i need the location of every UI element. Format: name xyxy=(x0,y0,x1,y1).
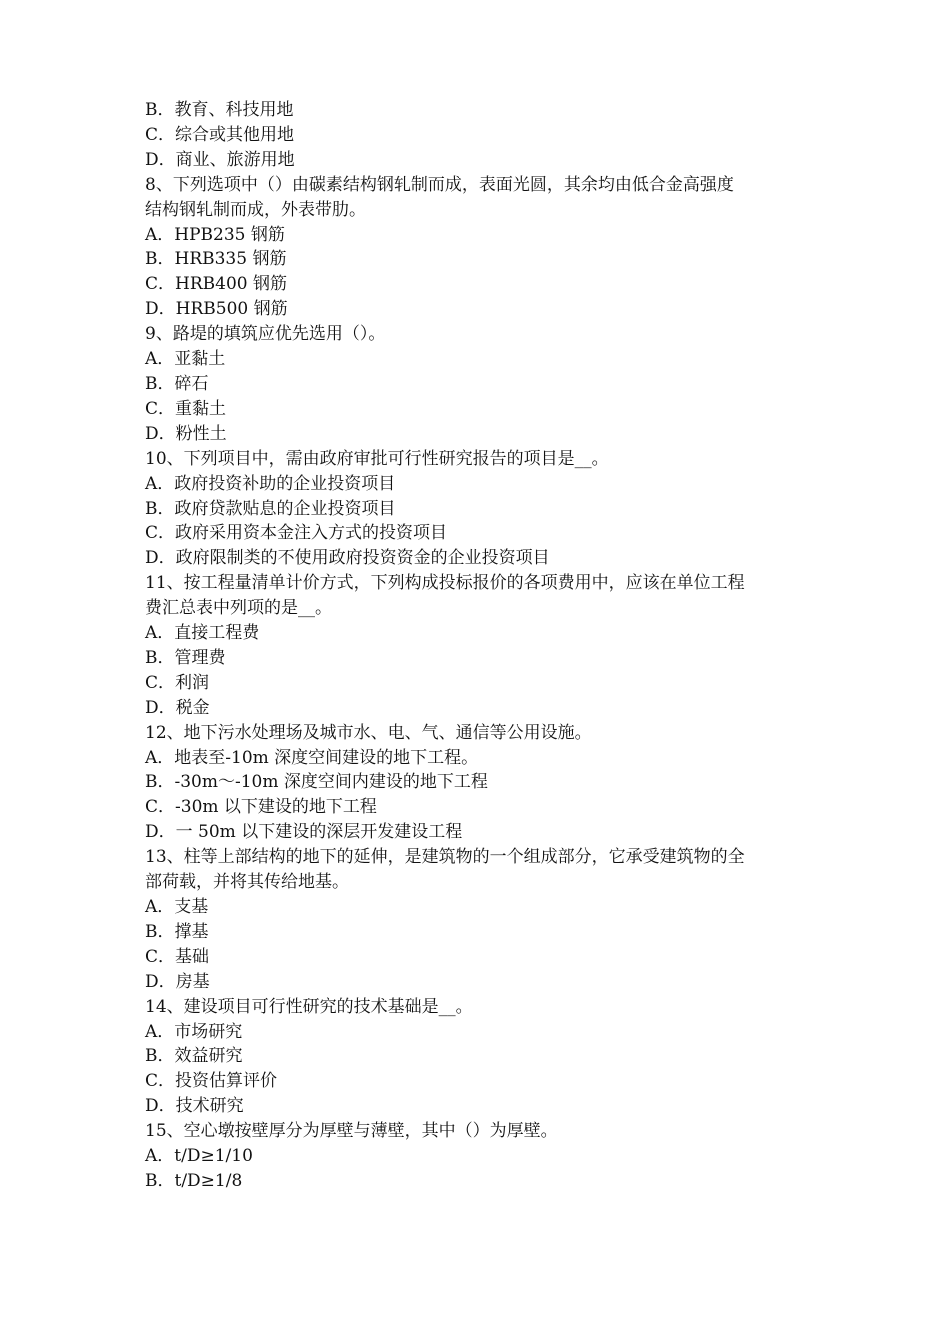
text-line: 费汇总表中列项的是__。 xyxy=(145,598,332,619)
text-line: A．HPB235 钢筋 xyxy=(145,224,285,245)
question-line: 14、建设项目可行性研究的技术基础是__。 xyxy=(145,996,473,1017)
text-line: A．地表至-10m 深度空间建设的地下工程。 xyxy=(145,747,479,768)
text-line: D．房基 xyxy=(145,971,210,992)
text-line: B．撑基 xyxy=(145,921,209,942)
text-line: D．商业、旅游用地 xyxy=(145,149,295,170)
text-line: B．管理费 xyxy=(145,647,226,668)
question-line: 10、下列项目中，需由政府审批可行性研究报告的项目是__。 xyxy=(145,448,609,469)
text-line: A．t/D≥1/10 xyxy=(145,1146,253,1167)
text-line: D．税金 xyxy=(145,697,210,718)
text-line: A．直接工程费 xyxy=(145,623,260,644)
text-line: B．碎石 xyxy=(145,373,209,394)
text-line: C．综合或其他用地 xyxy=(145,124,295,145)
text-line: B．教育、科技用地 xyxy=(145,100,294,120)
text-line: B．t/D≥1/8 xyxy=(145,1170,243,1191)
text-line: A．亚黏土 xyxy=(145,349,226,370)
question-line: 9、路堤的填筑应优先选用（）。 xyxy=(145,324,386,345)
text-line: C．政府采用资本金注入方式的投资项目 xyxy=(145,523,448,544)
text-line: D．技术研究 xyxy=(145,1096,244,1117)
text-line: D．粉性土 xyxy=(145,423,227,444)
text-line: C．利润 xyxy=(145,672,210,693)
text-line: D．政府限制类的不使用政府投资资金的企业投资项目 xyxy=(145,548,550,569)
text-line: D．一 50m 以下建设的深层开发建设工程 xyxy=(145,822,463,843)
text-line: C．HRB400 钢筋 xyxy=(145,274,287,295)
text-line: A．政府投资补助的企业投资项目 xyxy=(145,473,396,494)
text-line: D．HRB500 钢筋 xyxy=(145,299,288,320)
text-line: C．重黏土 xyxy=(145,398,227,419)
text-line: A．市场研究 xyxy=(145,1021,243,1042)
text-line: C．投资估算评价 xyxy=(145,1071,278,1092)
text-line: B．效益研究 xyxy=(145,1046,243,1067)
text-line: B．HRB335 钢筋 xyxy=(145,249,287,270)
text-line: C．基础 xyxy=(145,946,210,967)
question-line: 13、柱等上部结构的地下的延伸，是建筑物的一个组成部分，它承受建筑物的全 xyxy=(145,847,745,868)
question-line: 11、按工程量清单计价方式，下列构成投标报价的各项费用中，应该在单位工程 xyxy=(145,573,745,594)
text-line: B．政府贷款贴息的企业投资项目 xyxy=(145,498,396,519)
question-line: 12、地下污水处理场及城市水、电、气、通信等公用设施。 xyxy=(145,722,592,743)
text-line: 结构钢轧制而成，外表带肋。 xyxy=(145,199,366,220)
question-line: 15、空心墩按壁厚分为厚壁与薄壁，其中（）为厚壁。 xyxy=(145,1121,558,1142)
document-body xyxy=(145,98,815,1194)
question-line: 8、下列选项中（）由碳素结构钢轧制而成，表面光圆，其余均由低合金高强度 xyxy=(145,174,734,195)
text-line: B．-30m～-10m 深度空间内建设的地下工程 xyxy=(145,772,488,793)
text-line: A．支基 xyxy=(145,897,209,917)
text-line: C．-30m 以下建设的地下工程 xyxy=(145,797,377,818)
text-line: 部荷载，并将其传给地基。 xyxy=(145,872,349,893)
